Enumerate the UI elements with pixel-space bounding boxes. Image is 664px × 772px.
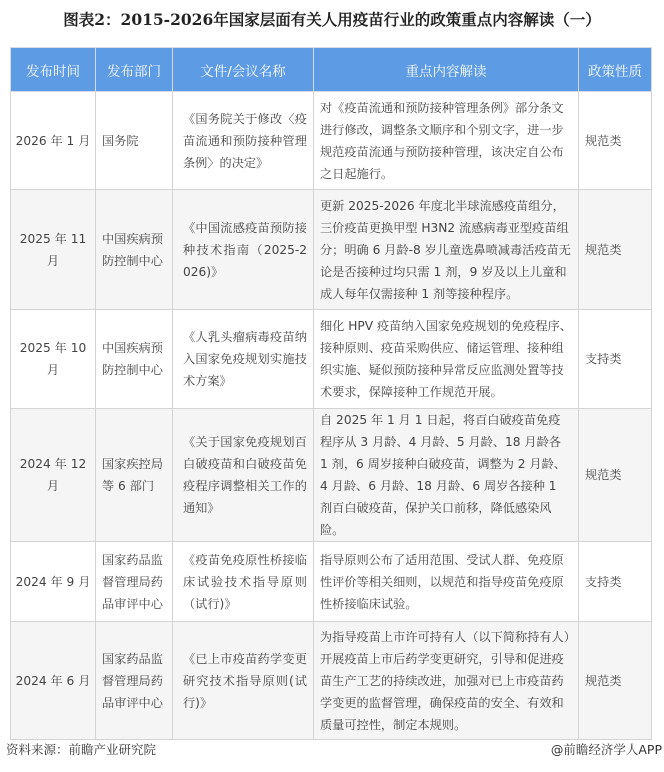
cell-doc: 《已上市疫苗药学变更研究技术指导原则(试行)》 <box>173 622 314 740</box>
cell-content: 更新 2025-2026 年度北半球流感疫苗组分，三价疫苗更换甲型 H3N2 流感病毒亚型疫苗组分；明确 6 月龄-8 岁儿童选鼻喷减毒活疫苗无论是否接种过均只需 1 剂，9 岁及以上儿童和成人每年仅需接种 1 剂等接种程序。 <box>314 190 579 310</box>
cell-date: 2024 年 12 月 <box>11 409 96 542</box>
credit: @前瞻经济学人APP <box>550 742 662 757</box>
cell-dept: 国家疾控局等 6 部门 <box>96 409 173 542</box>
header-date: 发布时间 <box>11 48 96 92</box>
cell-date: 2025 年 10 月 <box>11 310 96 409</box>
page-title: 图表2：2015-2026年国家层面有关人用疫苗行业的政策重点内容解读（一） <box>63 10 601 29</box>
source-note: 资料来源：前瞻产业研究院 <box>6 742 157 757</box>
cell-dept: 国家药品监督管理局药品审评中心 <box>96 622 173 740</box>
policy-table <box>10 47 652 740</box>
table-row <box>11 310 652 409</box>
cell-type: 支持类 <box>579 542 652 622</box>
table-row <box>11 92 652 190</box>
cell-date: 2024 年 6 月 <box>11 622 96 740</box>
cell-type: 规范类 <box>579 190 652 310</box>
cell-doc: 《中国流感疫苗预防接种技术指南（2025-2026)》 <box>173 190 314 310</box>
cell-dept: 国家药品监督管理局药品审评中心 <box>96 542 173 622</box>
cell-dept: 中国疾病预防控制中心 <box>96 190 173 310</box>
cell-dept: 中国疾病预防控制中心 <box>96 310 173 409</box>
table-row <box>11 622 652 740</box>
cell-content: 自 2025 年 1 月 1 日起，将百白破疫苗免疫程序从 3 月龄、4 月龄、5 月龄、18 月龄各 1 剂，6 周岁接种白破疫苗，调整为 2 月龄、4 月龄、6 月龄、18 月龄、6 周岁各接种 1 剂百白破疫苗，保护关口前移，降低感染风险。 <box>314 409 579 542</box>
cell-content: 指导原则公布了适用范围、受试人群、免疫原性评价等相关细则，以规范和指导疫苗免疫原性桥接临床试验。 <box>314 542 579 622</box>
cell-dept: 国务院 <box>96 92 173 190</box>
cell-content: 为指导疫苗上市许可持有人（以下简称持有人）开展疫苗上市后药学变更研究，引导和促进疫苗生产工艺的持续改进，加强对已上市疫苗药学变更的监督管理，确保疫苗的安全、有效和质量可控性，制定本规则。 <box>314 622 579 740</box>
cell-type: 规范类 <box>579 622 652 740</box>
header-content: 重点内容解读 <box>314 48 579 92</box>
table-row <box>11 409 652 542</box>
table-header-row <box>11 48 652 92</box>
cell-content: 细化 HPV 疫苗纳入国家免疫规划的免疫程序、接种原则、疫苗采购供应、储运管理、接种组织实施、疑似预防接种异常反应监测处置等技术要求，保障接种工作规范开展。 <box>314 310 579 409</box>
cell-doc: 《疫苗免疫原性桥接临床试验技术指导原则（试行)》 <box>173 542 314 622</box>
cell-doc: 《人乳头瘤病毒疫苗纳入国家免疫规划实施技术方案》 <box>173 310 314 409</box>
cell-doc: 《关于国家免疫规划百白破疫苗和白破疫苗免疫程序调整相关工作的通知》 <box>173 409 314 542</box>
cell-type: 规范类 <box>579 409 652 542</box>
cell-type: 规范类 <box>579 92 652 190</box>
header-dept: 发布部门 <box>96 48 173 92</box>
header-doc: 文件/会议名称 <box>173 48 314 92</box>
table-row <box>11 190 652 310</box>
header-type: 政策性质 <box>579 48 652 92</box>
cell-date: 2024 年 9 月 <box>11 542 96 622</box>
cell-doc: 《国务院关于修改〈疫苗流通和预防接种管理条例〉的决定》 <box>173 92 314 190</box>
cell-date: 2025 年 11 月 <box>11 190 96 310</box>
cell-date: 2026 年 1 月 <box>11 92 96 190</box>
cell-content: 对《疫苗流通和预防接种管理条例》部分条文进行修改，调整条文顺序和个别文字，进一步规范疫苗流通与预防接种管理，该决定自公布之日起施行。 <box>314 92 579 190</box>
cell-type: 支持类 <box>579 310 652 409</box>
table-row <box>11 542 652 622</box>
